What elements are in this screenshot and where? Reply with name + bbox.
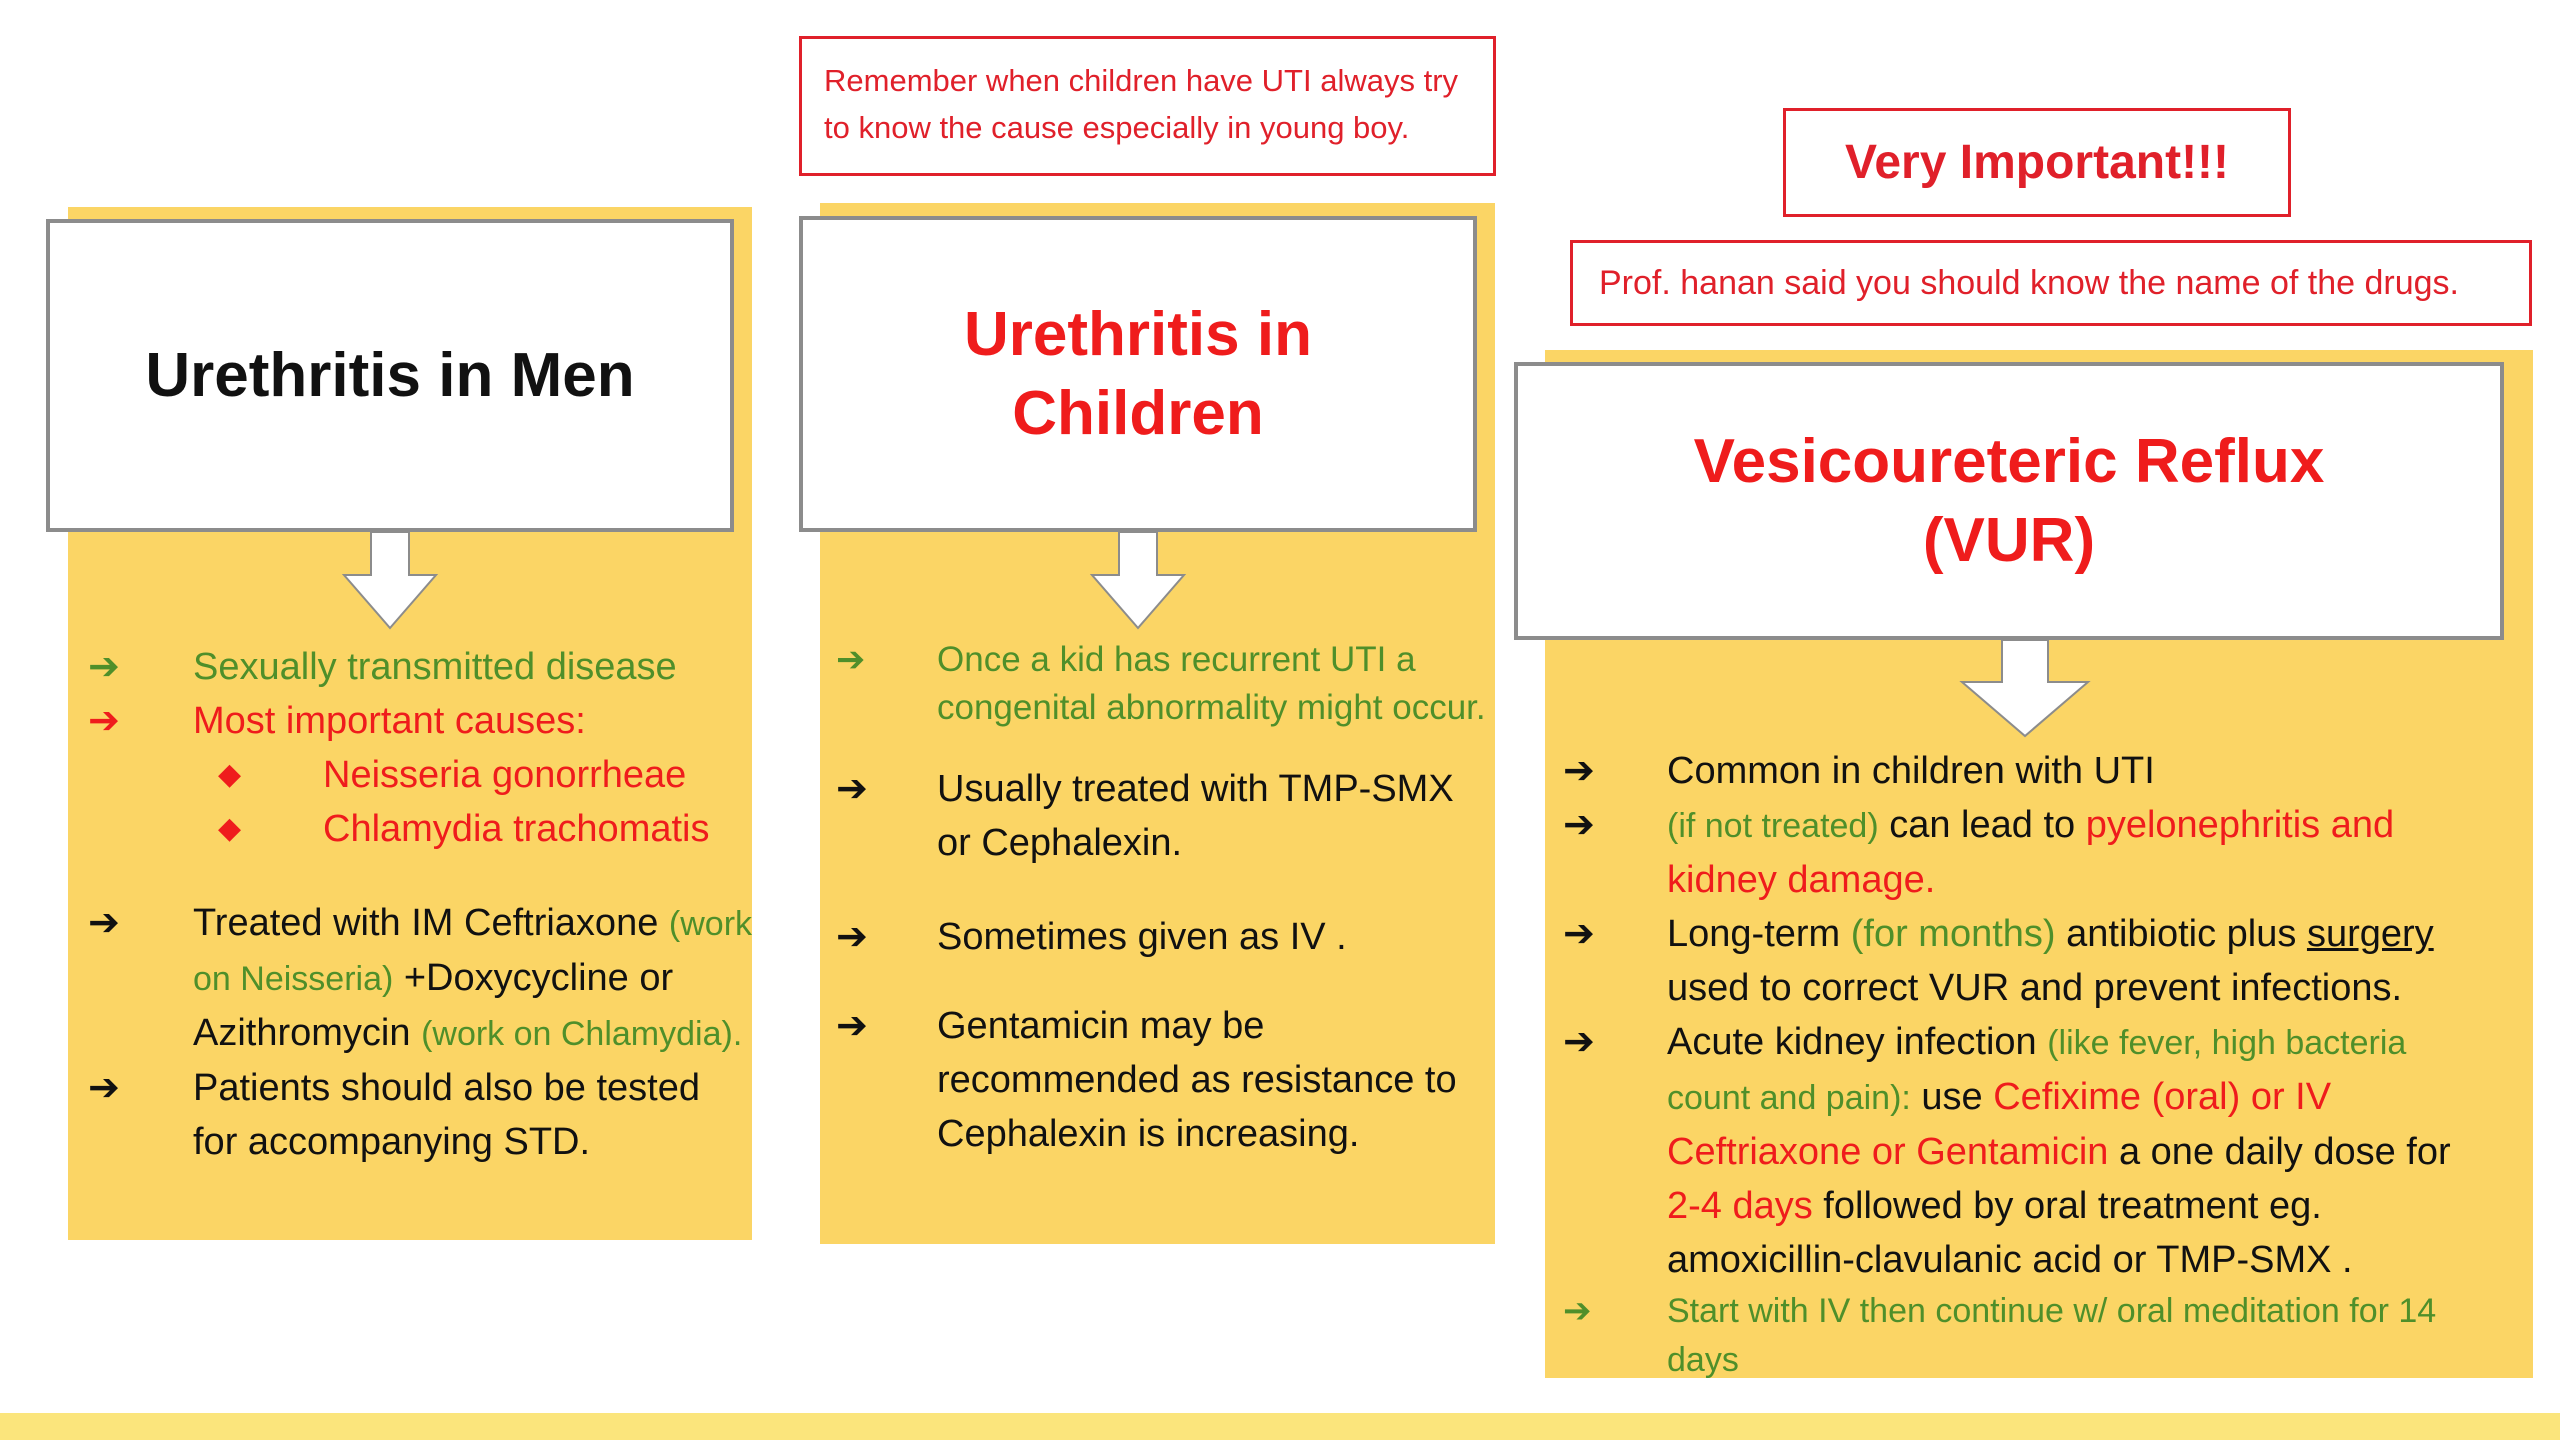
footer-bar: [0, 1413, 2560, 1440]
title-vur-line2: (VUR): [1922, 506, 2096, 575]
arrow-bullet-icon: ➔: [1563, 1292, 1592, 1330]
list-item: ➔ Long-term (for months) antibiotic plus surgery used to correct VUR and prevent infections.: [1563, 907, 2481, 1015]
very-important-label: Very Important!!!: [1783, 108, 2291, 217]
arrow-bullet-icon: ➔: [88, 1067, 120, 1109]
list-item: ◆ Chlamydia trachomatis: [88, 802, 753, 856]
list-vur: [1563, 744, 2481, 1385]
arrow-bullet-icon: ➔: [836, 768, 868, 810]
list-item: ➔ Sexually transmitted disease: [88, 640, 753, 694]
down-arrow-icon: [340, 532, 440, 632]
note-prof-hanan: Prof. hanan said you should know the name of the drugs.: [1570, 240, 2532, 326]
down-arrow-icon: [1958, 640, 2092, 740]
arrow-bullet-icon: ➔: [1563, 804, 1595, 846]
list-item: ➔ Acute kidney infection (like fever, high bacteria count and pain): use Cefixime (oral) or IV Ceftriaxone or Gentamicin a one daily dose for 2-4 days followed by oral treatment eg. amoxicillin-clavulanic acid or TMP-SMX .: [1563, 1015, 2481, 1287]
list-item: ➔ Usually treated with TMP-SMX or Cephalexin.: [836, 762, 1496, 870]
arrow-bullet-icon: ➔: [836, 1005, 868, 1047]
list-item: ➔ Gentamicin may be recommended as resistance to Cephalexin is increasing.: [836, 999, 1496, 1161]
diamond-bullet-icon: ◆: [218, 812, 242, 845]
list-item: ➔ Most important causes:: [88, 694, 753, 748]
list-item: ➔ Patients should also be tested for accompanying STD.: [88, 1061, 753, 1169]
title-urethritis-men: Urethritis in Men: [145, 340, 635, 410]
note-remember-children: Remember when children have UTI always try to know the cause especially in young boy.: [799, 36, 1496, 176]
list-urethritis-children: [836, 636, 1496, 1161]
title-vur-line1: Vesicoureteric Reflux: [1693, 426, 2325, 496]
arrow-bullet-icon: ➔: [1563, 913, 1595, 955]
diamond-bullet-icon: ◆: [218, 758, 242, 791]
list-item: ➔ Sometimes given as IV .: [836, 910, 1496, 964]
arrow-bullet-icon: ➔: [836, 640, 866, 679]
down-arrow-icon: [1088, 532, 1188, 632]
list-item: ➔ (if not treated) can lead to pyelonephritis and kidney damage.: [1563, 798, 2481, 907]
list-item: ➔ Treated with IM Ceftriaxone (work on Neisseria) +Doxycycline or Azithromycin (work on Chlamydia).: [88, 896, 753, 1061]
list-item: ➔ Common in children with UTI: [1563, 744, 2481, 798]
list-item: ◆ Neisseria gonorrheae: [88, 748, 753, 802]
arrow-bullet-icon: ➔: [1563, 750, 1595, 792]
arrow-bullet-icon: ➔: [88, 902, 120, 944]
list-urethritis-men: [88, 640, 753, 1169]
title-urethritis-children-line1: Urethritis in: [964, 299, 1312, 369]
title-box-urethritis-men: [46, 219, 734, 532]
arrow-bullet-icon: ➔: [1563, 1021, 1595, 1063]
title-urethritis-children-line2: Children: [1012, 379, 1264, 448]
list-item: ➔ Once a kid has recurrent UTI a congenital abnormality might occur.: [836, 636, 1496, 732]
arrow-bullet-icon: ➔: [88, 646, 120, 688]
list-item: ➔ Start with IV then continue w/ oral meditation for 14 days: [1563, 1287, 2481, 1385]
arrow-bullet-icon: ➔: [88, 700, 120, 742]
title-box-urethritis-children: [799, 216, 1477, 532]
arrow-bullet-icon: ➔: [836, 916, 868, 958]
title-box-vur: [1514, 362, 2504, 640]
